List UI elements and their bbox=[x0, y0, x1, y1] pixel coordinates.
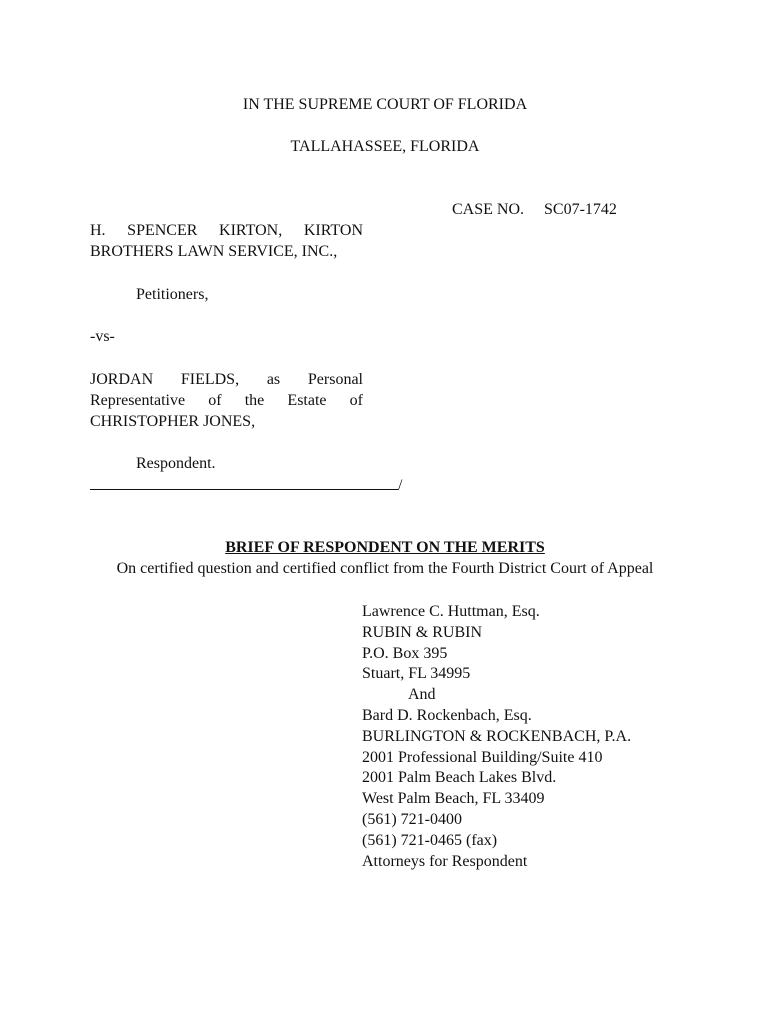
counsel-line: Stuart, FL 34995 bbox=[362, 665, 471, 683]
brief-subtitle: On certified question and certified conflict from the Fourth District Court of Appeal bbox=[116, 560, 654, 577]
counsel-line: Attorneys for Respondent bbox=[362, 852, 528, 870]
petitioner-role: Petitioners, bbox=[136, 286, 209, 303]
counsel-line: 2001 Palm Beach Lakes Blvd. bbox=[362, 769, 557, 787]
case-number-label: CASE NO. bbox=[452, 201, 525, 218]
counsel-line: RUBIN & RUBIN bbox=[362, 623, 483, 641]
counsel-line: P.O. Box 395 bbox=[362, 644, 448, 662]
petitioner-name: H. SPENCER KIRTON, KIRTON BROTHERS LAWN SERVICE, INC., bbox=[90, 222, 363, 260]
respondent-role: Respondent. bbox=[136, 455, 216, 472]
counsel-line: 2001 Professional Building/Suite 410 bbox=[362, 748, 603, 766]
versus-label: -vs- bbox=[90, 328, 115, 345]
counsel-line: BURLINGTON & ROCKENBACH, P.A. bbox=[362, 727, 632, 745]
respondent-name: JORDAN FIELDS, as Personal Representative of the Estate of CHRISTOPHER JONES, bbox=[90, 371, 363, 430]
counsel-line: (561) 721-0465 (fax) bbox=[362, 831, 498, 849]
counsel-line: And bbox=[408, 686, 436, 704]
court-name: IN THE SUPREME COURT OF FLORIDA bbox=[242, 96, 528, 113]
case-number-value: SC07-1742 bbox=[544, 201, 617, 218]
counsel-line: (561) 721-0400 bbox=[362, 810, 462, 828]
caption-slash: / bbox=[398, 477, 403, 494]
counsel-line: Bard D. Rockenbach, Esq. bbox=[362, 706, 532, 724]
counsel-line: Lawrence C. Huttman, Esq. bbox=[362, 603, 540, 620]
counsel-block bbox=[362, 602, 631, 872]
brief-title: BRIEF OF RESPONDENT ON THE MERITS bbox=[225, 539, 545, 556]
court-location: TALLAHASSEE, FLORIDA bbox=[290, 138, 480, 155]
case-number bbox=[452, 200, 617, 220]
counsel-line: West Palm Beach, FL 33409 bbox=[362, 790, 545, 808]
caption-rule bbox=[90, 475, 398, 490]
caption-signature-line bbox=[90, 475, 402, 496]
